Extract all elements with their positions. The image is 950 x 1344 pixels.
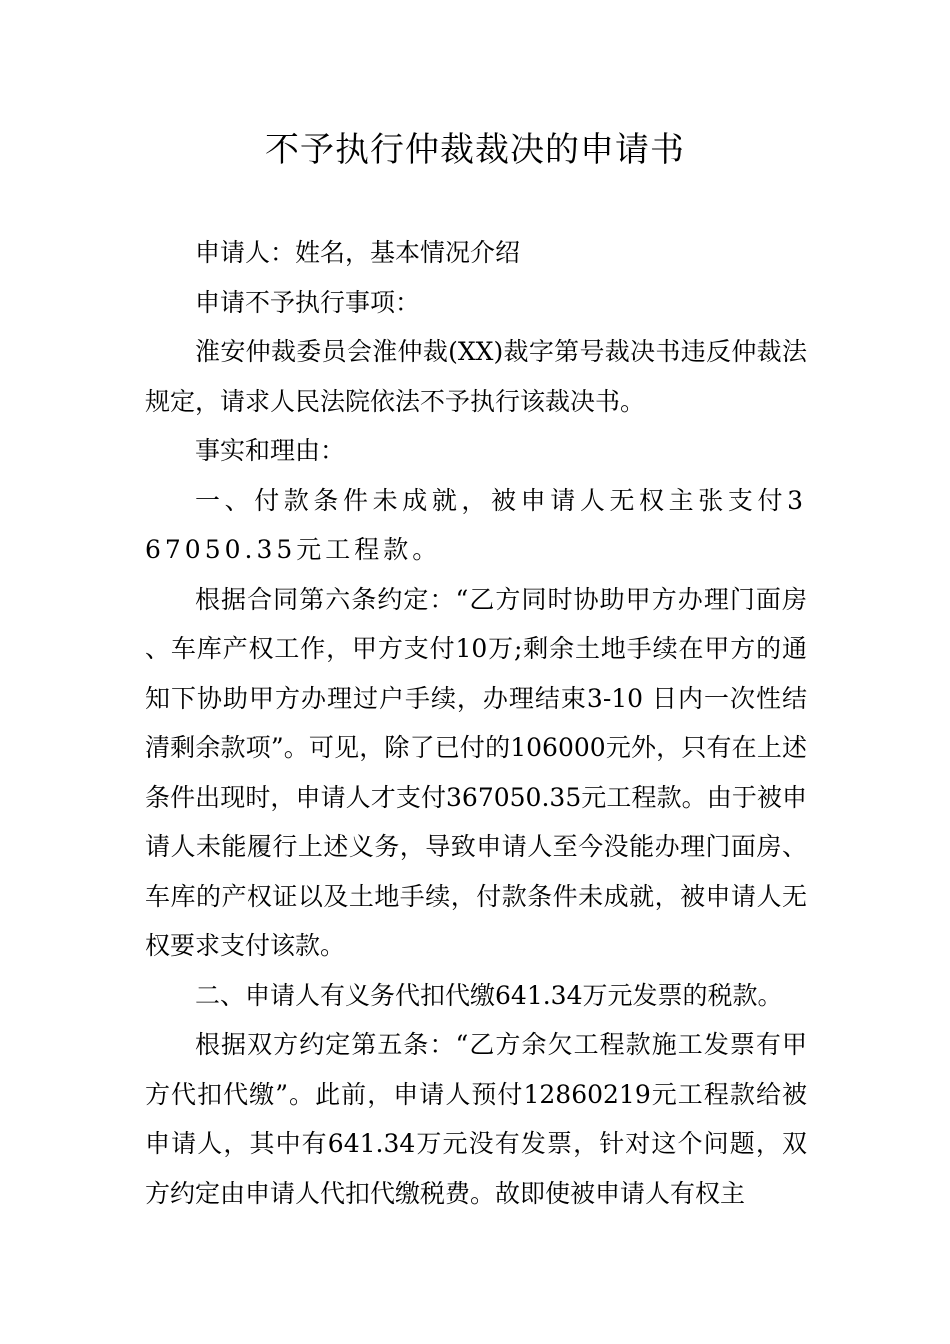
paragraph-applicant: 申请人：姓名，基本情况介绍: [195, 238, 521, 267]
paragraph-point-two: 二、申请人有义务代扣代缴641.34万元发票的税款。: [195, 980, 783, 1010]
paragraph-facts-heading: 事实和理由：: [195, 436, 346, 465]
paragraph-contract-article-six: 根据合同第六条约定：“乙方同时协助甲方办理门面房、车库产权工作，甲方支付10万;剩余土地手续在甲方的通知下协助甲方办理过户手续，办理结束3-10 日内一次性结清剩余款项”。可见，除了已付的106000元外，只有在上述条件出现时，申请人才支付367050.35元工程款。由于被申请人未能履行上述义务，导致申请人至今没能办理门面房、车库的产权证以及土地手续，付款条件未成就，被申请人无权要求支付该款。: [145, 584, 807, 960]
paragraph-agreement-article-five: 根据双方约定第五条：“乙方余欠工程款施工发票有甲方代扣代缴”。此前，申请人预付12860219元工程款给被申请人，其中有641.34万元没有发票，针对这个问题，双方约定由申请人代扣代缴税费。故即使被申请人有权主: [145, 1030, 807, 1208]
paragraph-point-one: 一、付款条件未成就，被申请人无权主张支付367050.35元工程款。: [145, 485, 807, 564]
paragraph-request-heading: 申请不予执行事项：: [195, 287, 421, 317]
document-body: [145, 228, 807, 1218]
document-title: 不予执行仲裁裁决的申请书: [265, 130, 685, 170]
paragraph-request-content: 淮安仲裁委员会淮仲裁(XX)裁字第号裁决书违反仲裁法规定，请求人民法院依法不予执行该裁决书。: [145, 337, 807, 416]
